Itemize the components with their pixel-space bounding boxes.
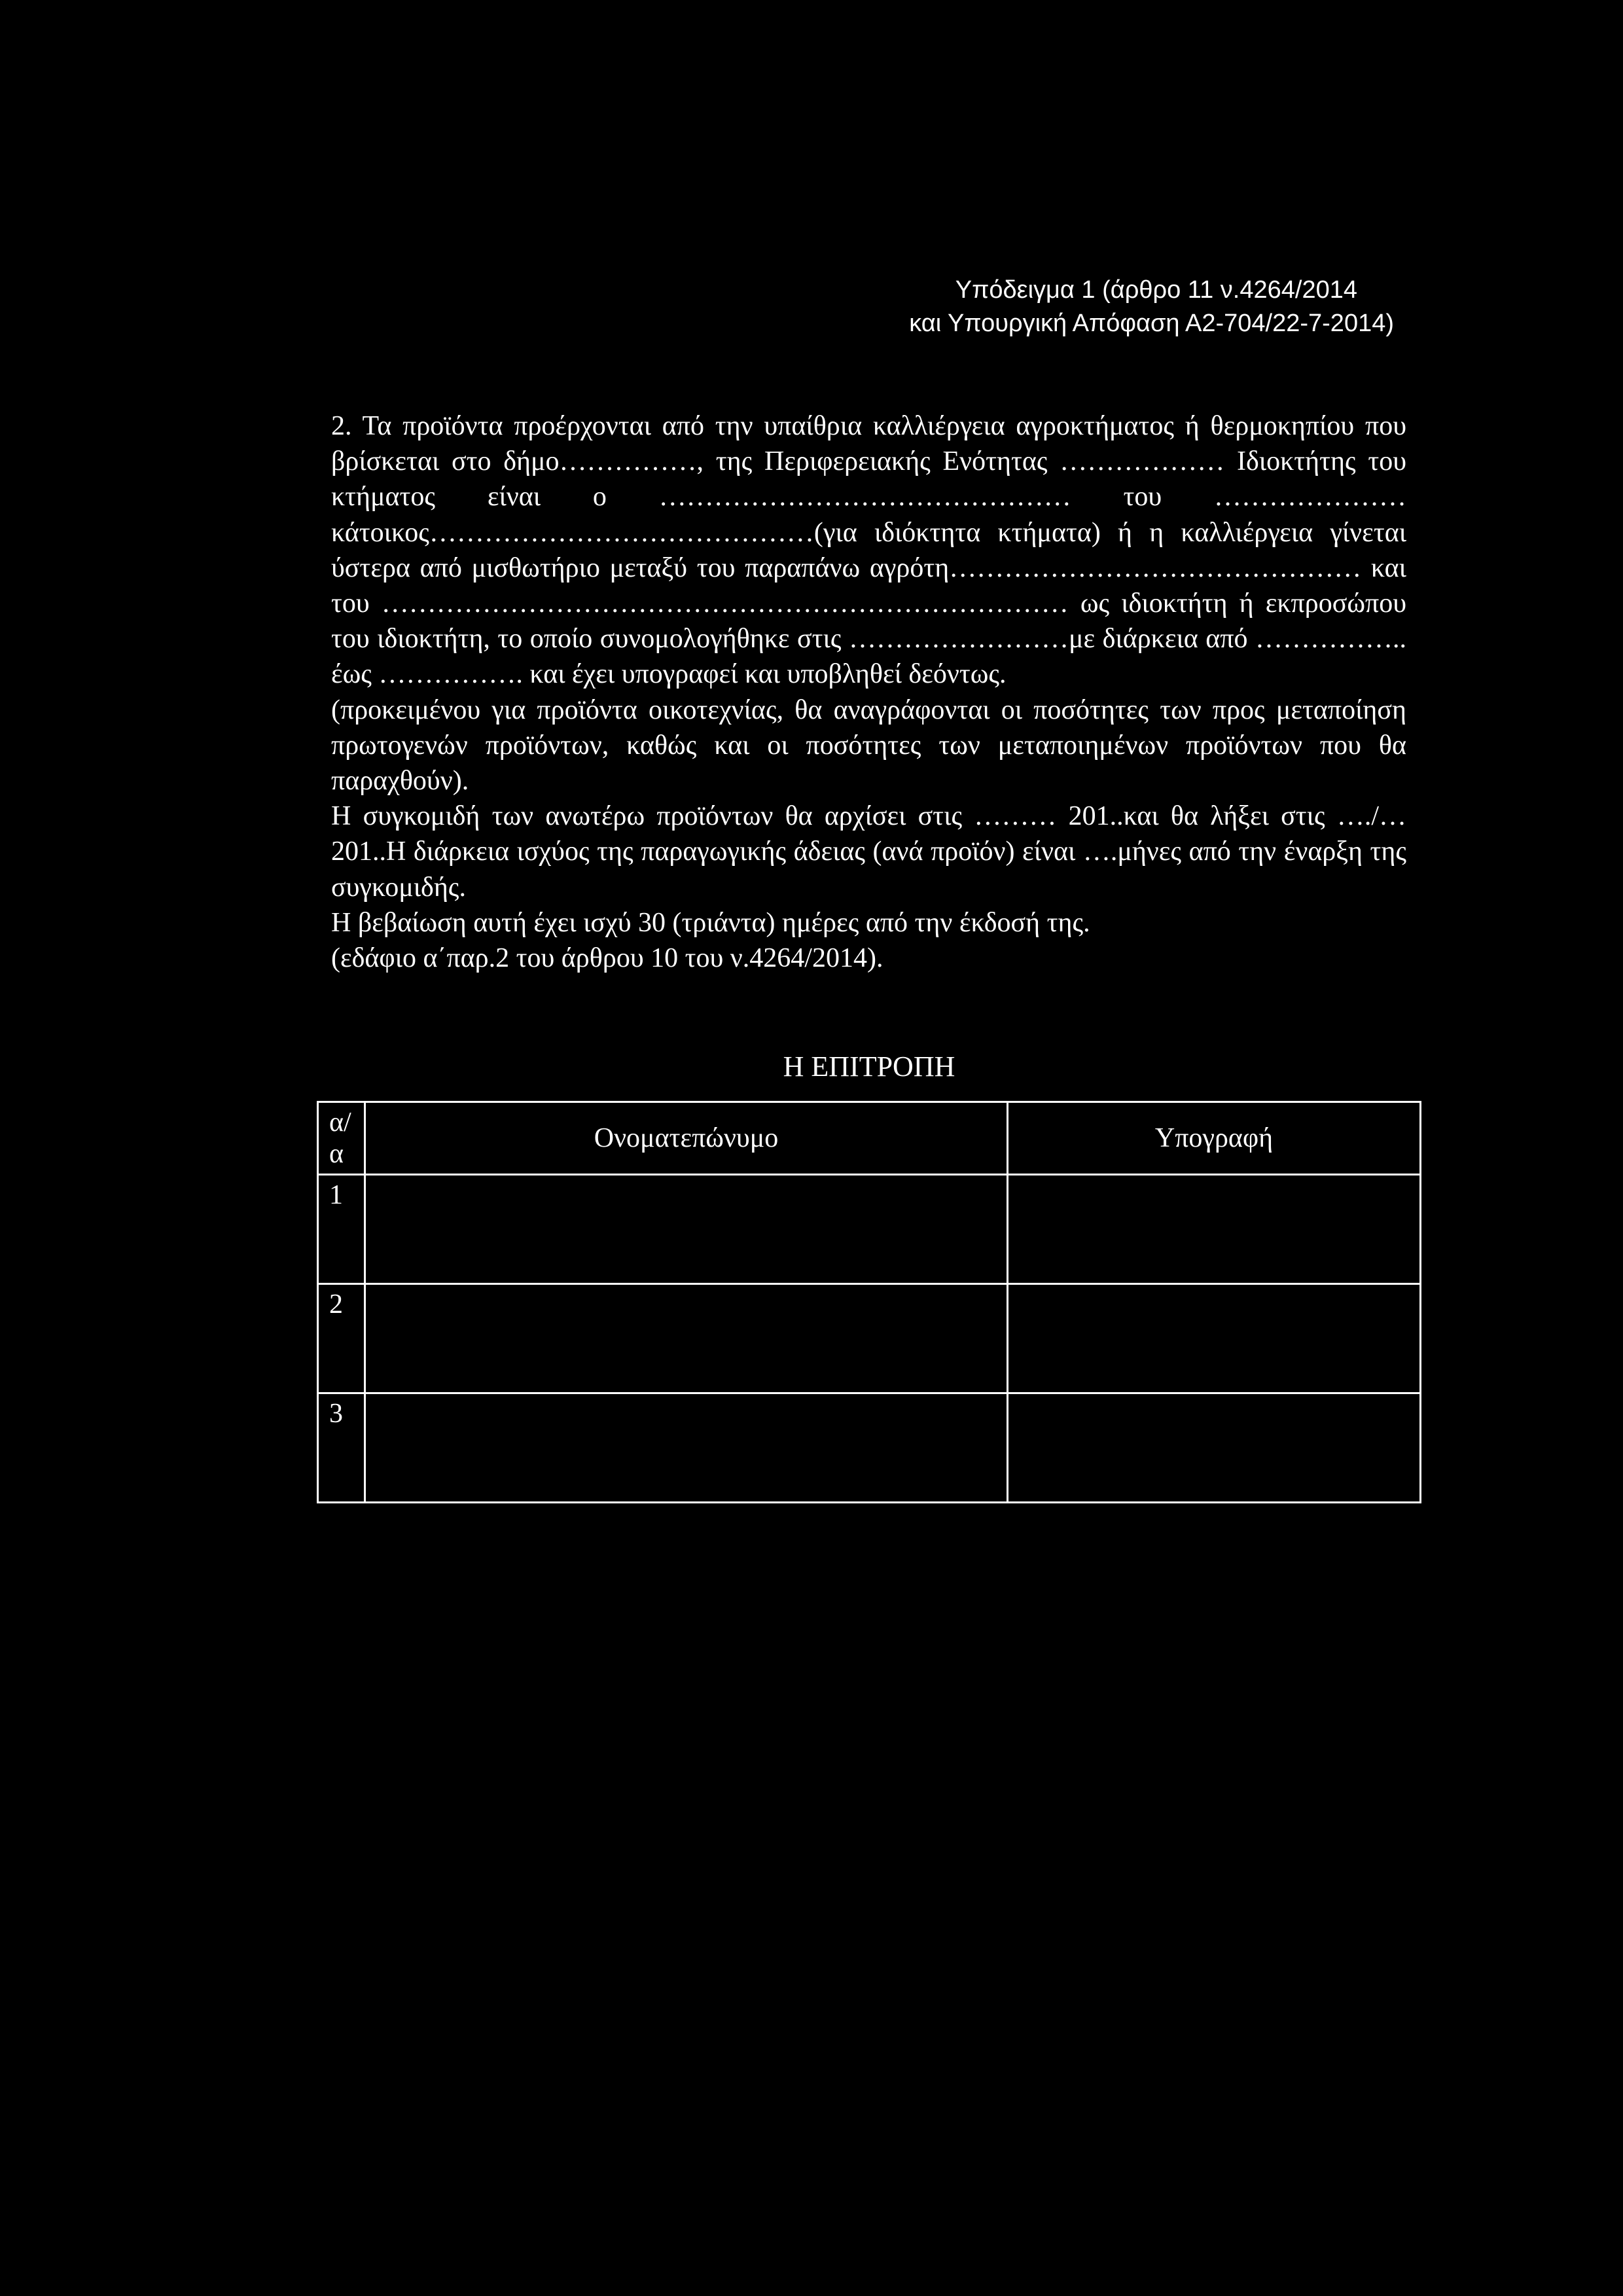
table-row [318, 1284, 1421, 1393]
row-number: 3 [318, 1393, 365, 1503]
committee-table [317, 1101, 1421, 1503]
table-row [318, 1175, 1421, 1284]
full-name-cell[interactable] [365, 1284, 1008, 1393]
document-header [609, 274, 1394, 340]
row-number: 2 [318, 1284, 365, 1393]
paragraph-home-processing-note: (προκειμένου για προϊόντα οικοτεχνίας, θα αναγράφονται οι ποσότητες των προς μεταποίηση πρωτογενών προϊόντων, καθώς και οι ποσότητες των μεταποιημένων προϊόντων που θα παραχθούν). [331, 694, 1406, 797]
signature-cell[interactable] [1008, 1175, 1421, 1284]
header-ministerial-decision: και Υπουργική Απόφαση Α2-704/22-7-2014) [909, 310, 1394, 337]
full-name-cell[interactable] [365, 1393, 1008, 1503]
committee-title: Η ΕΠΙΤΡΟΠΗ [783, 1050, 955, 1083]
signature-cell[interactable] [1008, 1393, 1421, 1503]
paragraph-harvest-period: Η συγκομιδή των ανωτέρω προϊόντων θα αρχίσει στις ……… 201..και θα λήξει στις …./… 201..Η διάρκεια ισχύος της παραγωγικής άδειας (ανά προϊόν) είναι ….μήνες από την έναρξη της συγκομιδής. [331, 801, 1406, 903]
table-header-row [318, 1102, 1421, 1175]
paragraph-field-details: 2. Τα προϊόντα προέρχονται από την υπαίθρια καλλιέργεια αγροκτήματος ή θερμοκηπίου που βρίσκεται στο δήμο……………, της Περιφερειακής Ενότητας ……………… Ιδιοκτήτης του κτήματος είναι ο ……………………………………… του …………………κάτοικος……………………………………(για ιδιόκτητα κτήματα) ή η καλλιέργεια γίνεται ύστερα από μισθωτήριο μεταξύ του παραπάνω αγρότη……………………………………… και του ………………………………………………………………… ως ιδιοκτήτη ή εκπροσώπου του ιδιοκτήτη, το οποίο συνομολογήθηκε στις ……………………με διάρκεια από …………….. έως ……………. και έχει υπογραφεί και υποβληθεί δεόντως. [331, 411, 1406, 690]
row-number: 1 [318, 1175, 365, 1284]
signature-cell[interactable] [1008, 1284, 1421, 1393]
document-body [331, 408, 1406, 976]
table-row [318, 1393, 1421, 1503]
column-header-full-name: Ονοματεπώνυμο [365, 1102, 1008, 1175]
full-name-cell[interactable] [365, 1175, 1008, 1284]
paragraph-validity: Η βεβαίωση αυτή έχει ισχύ 30 (τριάντα) ημέρες από την έκδοσή της. [331, 907, 1090, 938]
header-template-reference: Υπόδειγμα 1 (άρθρο 11 ν.4264/2014 [955, 276, 1357, 304]
column-header-number: α/α [318, 1102, 365, 1175]
column-header-signature: Υπογραφή [1008, 1102, 1421, 1175]
paragraph-legal-reference: (εδάφιο α΄παρ.2 του άρθρου 10 του ν.4264/2014). [331, 943, 883, 974]
